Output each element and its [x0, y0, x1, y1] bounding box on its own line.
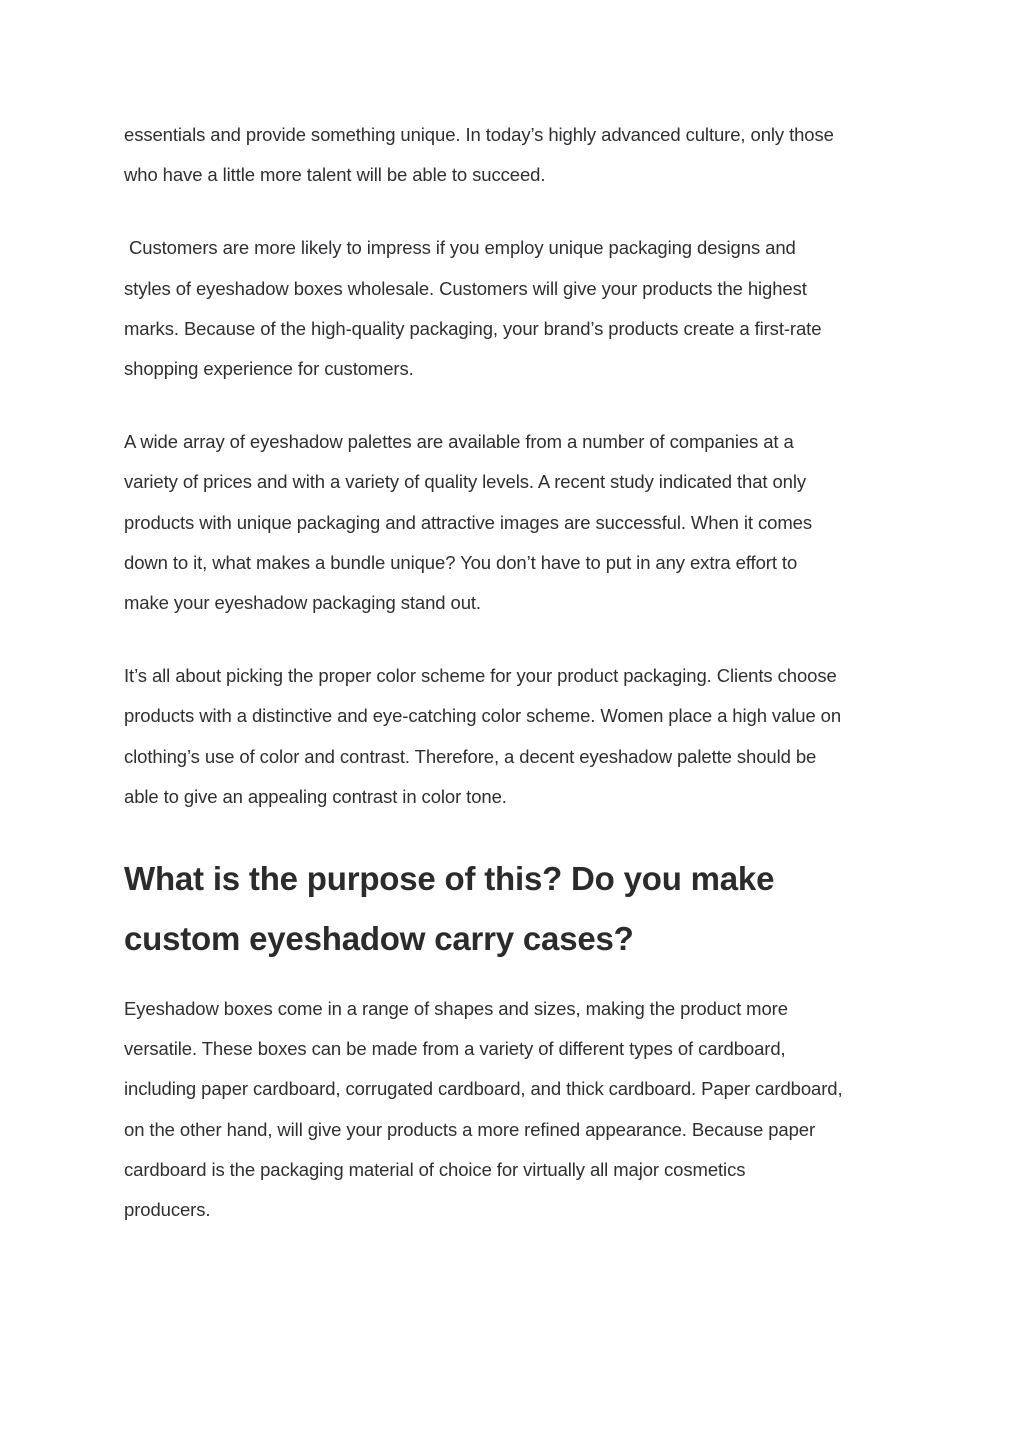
- heading-spacer: [124, 969, 900, 989]
- paragraph-1: [124, 115, 900, 195]
- paragraph-line: A wide array of eyeshadow palettes are available from a number of companies at a: [124, 431, 794, 453]
- paragraph-5: [124, 989, 900, 1230]
- paragraph-line: on the other hand, will give your products a more refined appearance. Because paper: [124, 1118, 816, 1140]
- paragraph-line: versatile. These boxes can be made from a variety of different types of cardboard,: [124, 1038, 786, 1060]
- heading-line: custom eyeshadow carry cases?: [124, 920, 634, 958]
- paragraph-line: cardboard is the packaging material of choice for virtually all major cosmetics: [124, 1158, 746, 1180]
- paragraph-line: essentials and provide something unique. In today’s highly advanced culture, only those: [124, 124, 834, 145]
- paragraph-line: products with unique packaging and attractive images are successful. When it comes: [124, 511, 812, 533]
- paragraph-line: It’s all about picking the proper color scheme for your product packaging. Clients choose: [124, 665, 837, 687]
- paragraph-line: make your eyeshadow packaging stand out.: [124, 592, 481, 614]
- paragraph-3: [124, 422, 900, 623]
- heading-line: What is the purpose of this? Do you make: [124, 860, 775, 898]
- paragraph-line: variety of prices and with a variety of quality levels. A recent study indicated that only: [124, 471, 807, 493]
- section-heading: [124, 849, 900, 969]
- paragraph-spacer: [124, 389, 900, 422]
- paragraph-spacer: [124, 195, 900, 228]
- paragraph-line: who have a little more talent will be able to succeed.: [124, 164, 546, 186]
- document-body: [124, 115, 900, 1230]
- paragraph-line: styles of eyeshadow boxes wholesale. Customers will give your products the highest: [124, 277, 807, 299]
- paragraph-line: able to give an appealing contrast in color tone.: [124, 785, 507, 807]
- paragraph-line: down to it, what makes a bundle unique? You don’t have to put in any extra effort to: [124, 551, 798, 573]
- heading-spacer: [124, 817, 900, 849]
- paragraph-line: Customers are more likely to impress if you employ unique packaging designs and: [124, 237, 796, 259]
- paragraph-line: including paper cardboard, corrugated cardboard, and thick cardboard. Paper cardboard,: [124, 1078, 843, 1100]
- paragraph-line: marks. Because of the high-quality packaging, your brand’s products create a first-rate: [124, 317, 822, 339]
- paragraph-line: shopping experience for customers.: [124, 358, 414, 380]
- paragraph-spacer: [124, 623, 900, 656]
- paragraph-line: products with a distinctive and eye-catching color scheme. Women place a high value on: [124, 705, 842, 727]
- paragraph-2: [124, 228, 900, 389]
- paragraph-line: producers.: [124, 1199, 211, 1221]
- paragraph-line: Eyeshadow boxes come in a range of shapes and sizes, making the product more: [124, 998, 788, 1020]
- paragraph-line: clothing’s use of color and contrast. Therefore, a decent eyeshadow palette should be: [124, 745, 817, 767]
- paragraph-4: [124, 656, 900, 817]
